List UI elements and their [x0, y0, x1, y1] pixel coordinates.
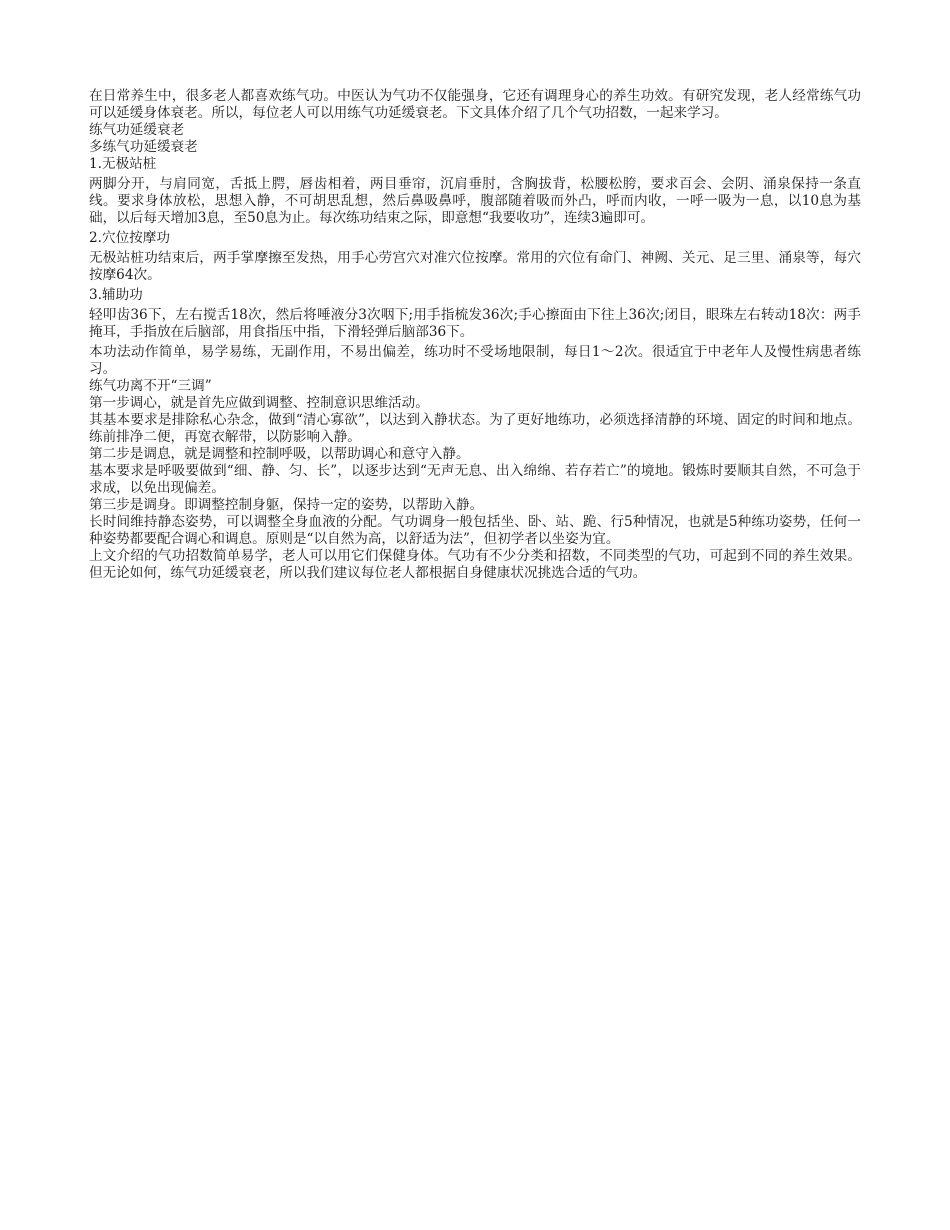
section-2-body: 无极站桩功结束后，两手掌摩擦至发热，用手心劳宫穴对准穴位按摩。常用的穴位有命门、神阙、关元、足三里、涌泉等，每穴按摩64次。: [89, 250, 861, 283]
step-1-body: 其基本要求是排除私心杂念，做到“清心寡欲”，以达到入静状态。为了更好地练功，必须选择清静的环境、固定的时间和地点。练前排净二便，再宽衣解带，以防影响入静。: [89, 412, 861, 445]
step-2-body: 基本要求是呼吸要做到“细、静、匀、长”，以逐步达到“无声无息、出入绵绵、若存若亡”的境地。锻炼时要顺其自然，不可急于求成，以免出现偏差。: [89, 463, 861, 496]
three-tiao-heading: 练气功离不开“三调”: [89, 378, 212, 394]
step-3-body: 长时间维持静态姿势，可以调整全身血液的分配。气功调身一般包括坐、卧、站、跪、行5种情况，也就是5种练功姿势，任何一种姿势都要配合调心和调息。原则是“以自然为高，以舒适为法”，但初学者以坐姿为宜。: [89, 514, 861, 547]
article-body: [89, 88, 861, 582]
step-2-heading: 第二步是调息，就是调整和控制呼吸，以帮助调心和意守入静。: [89, 446, 470, 462]
section-3-body: 轻叩齿36下，左右搅舌18次，然后将唾液分3次咽下;用手指梳发36次;手心擦面由下往上36次;闭目，眼珠左右转动18次：两手掩耳，手指放在后脑部，用食指压中指，下滑轻弹后脑部36下。: [89, 307, 861, 340]
section-2-heading: 2.穴位按摩功: [89, 230, 170, 246]
step-1-heading: 第一步调心，就是首先应做到调整、控制意识思维活动。: [89, 395, 429, 411]
section-3-note: 本功法动作简单，易学易练，无副作用，不易出偏差，练功时不受场地限制，每日1～2次。很适宜于中老年人及慢性病患者练习。: [89, 344, 861, 377]
section-1-heading: 1.无极站桩: [89, 156, 157, 172]
step-3-heading: 第三步是调身。即调整控制身躯，保持一定的姿势，以帮助入静。: [89, 497, 484, 513]
section-3-heading: 3.辅助功: [89, 287, 143, 303]
intro-paragraph: 在日常养生中，很多老人都喜欢练气功。中医认为气功不仅能强身，它还有调理身心的养生功效。有研究发现，老人经常练气功可以延缓身体衰老。所以，每位老人可以用练气功延缓衰老。下文具体介绍了几个气功招数，一起来学习。: [89, 88, 861, 121]
article-subtitle: 多练气功延缓衰老: [89, 139, 198, 155]
conclusion-paragraph: 上文介绍的气功招数简单易学，老人可以用它们保健身体。气功有不少分类和招数，不同类型的气功，可起到不同的养生效果。但无论如何，练气功延缓衰老，所以我们建议每位老人都根据自身健康状况挑选合适的气功。: [89, 548, 861, 581]
article-title: 练气功延缓衰老: [89, 122, 185, 138]
section-1-body: 两脚分开，与肩同宽，舌抵上腭，唇齿相着，两目垂帘，沉肩垂肘，含胸拔背，松腰松胯，要求百会、会阴、涌泉保持一条直线。要求身体放松，思想入静，不可胡思乱想，然后鼻吸鼻呼，腹部随着吸而外凸，呼而内收，一呼一吸为一息，以10息为基础，以后每天增加3息，至50息为止。每次练功结束之际，即意想“我要收功”，连续3遍即可。: [89, 176, 861, 226]
